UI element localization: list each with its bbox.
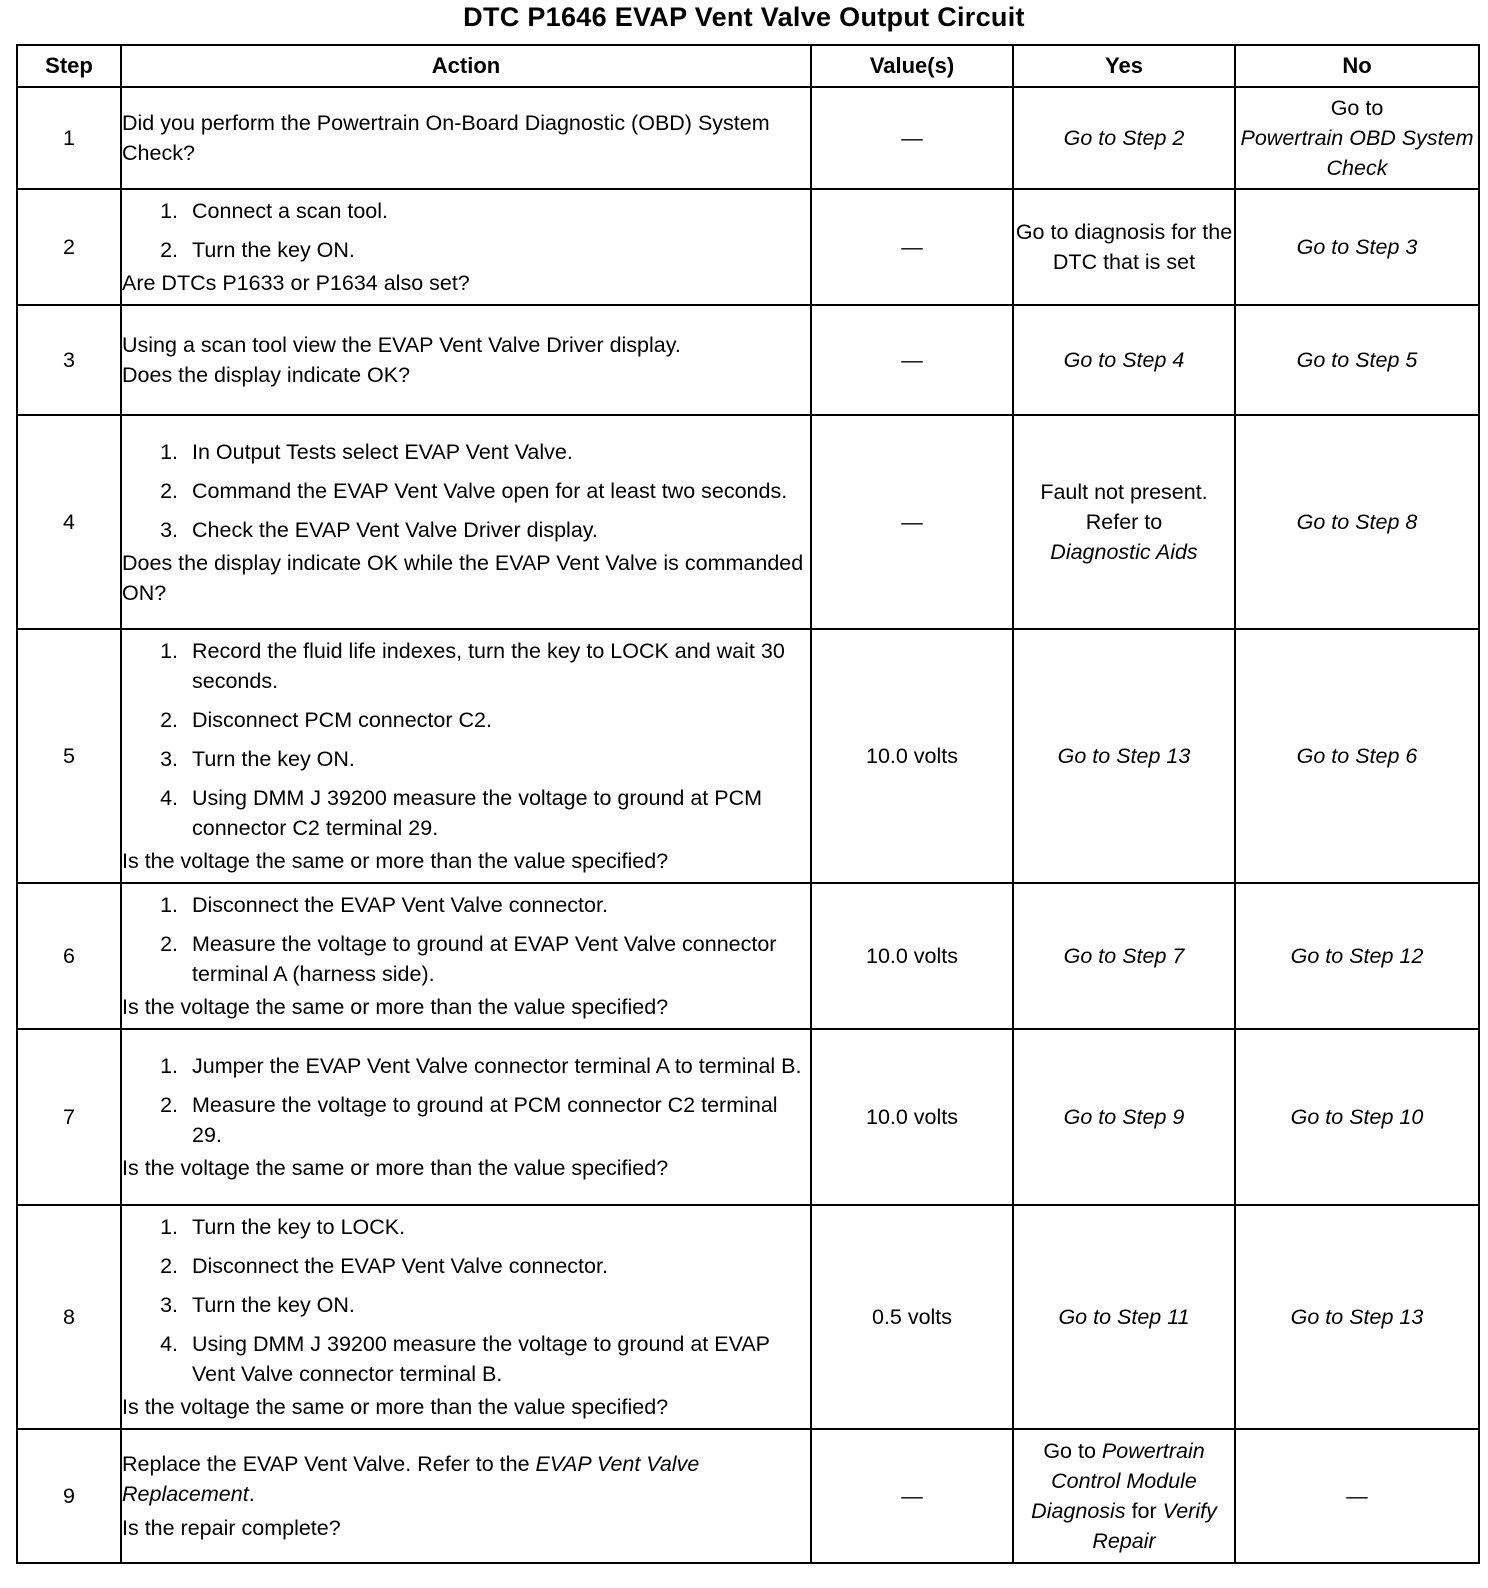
step-number: 8 — [17, 1205, 121, 1429]
yes-cell — [1013, 629, 1235, 883]
step-number: 1 — [17, 87, 121, 189]
no-link[interactable]: Go to Step 8 — [1296, 510, 1418, 534]
yes-link[interactable]: Go to Step 9 — [1063, 1105, 1185, 1129]
step-number: 5 — [17, 629, 121, 883]
action-question: Is the voltage the same or more than the value specified? — [122, 849, 669, 873]
no-cell — [1235, 305, 1479, 415]
step-number: 2 — [17, 189, 121, 305]
yes-text: Go to diagnosis for the DTC that is set — [1015, 220, 1233, 274]
action-text: Did you perform the Powertrain On-Board Diagnostic (OBD) System Check? — [122, 111, 770, 165]
value-cell: 10.0 volts — [811, 629, 1013, 883]
yes-cell — [1013, 1029, 1235, 1205]
no-cell — [1235, 189, 1479, 305]
value-cell: 0.5 volts — [811, 1205, 1013, 1429]
no-text: Go to — [1330, 96, 1384, 120]
page-title: DTC P1646 EVAP Vent Valve Output Circuit — [463, 2, 1025, 32]
no-cell — [1235, 1429, 1479, 1563]
action-item: 1. Disconnect the EVAP Vent Valve connector. — [184, 890, 810, 920]
value-cell: 10.0 volts — [811, 883, 1013, 1029]
no-cell — [1235, 1205, 1479, 1429]
action-item: 3. Check the EVAP Vent Valve Driver display. — [184, 515, 810, 545]
action-item: 1. In Output Tests select EVAP Vent Valve. — [184, 437, 810, 467]
header-yes: Yes — [1013, 45, 1235, 87]
yes-link[interactable]: Powertrain Control Module Diagnosis — [1031, 1439, 1205, 1523]
yes-text: Go to — [1043, 1439, 1096, 1463]
action-question: Does the display indicate OK? — [122, 363, 411, 387]
action-item: 2. Command the EVAP Vent Valve open for at least two seconds. — [184, 476, 810, 506]
action-cell — [121, 87, 811, 189]
table-row — [17, 87, 1479, 189]
step-number: 9 — [17, 1429, 121, 1563]
action-item: 1. Connect a scan tool. — [184, 196, 810, 226]
value-cell: — — [811, 87, 1013, 189]
value-cell: — — [811, 189, 1013, 305]
no-cell — [1235, 415, 1479, 629]
action-cell — [121, 305, 811, 415]
step-number: 4 — [17, 415, 121, 629]
no-cell — [1235, 1029, 1479, 1205]
yes-link[interactable]: Diagnostic Aids — [1050, 540, 1198, 564]
no-link[interactable]: Go to Step 3 — [1296, 235, 1418, 259]
action-question: Are DTCs P1633 or P1634 also set? — [122, 271, 470, 295]
action-item: 1. Record the fluid life indexes, turn the key to LOCK and wait 30 seconds. — [184, 636, 810, 696]
action-question: Does the display indicate OK while the EVAP Vent Valve is commanded ON? — [122, 550, 804, 605]
action-cell — [121, 1029, 811, 1205]
action-text-plain: Replace the EVAP Vent Valve. Refer to the — [122, 1452, 530, 1476]
yes-link[interactable]: Go to Step 2 — [1063, 126, 1185, 150]
no-link[interactable]: Go to Step 12 — [1290, 944, 1424, 968]
action-item: 2. Disconnect PCM connector C2. — [184, 705, 810, 735]
yes-cell — [1013, 189, 1235, 305]
table-row — [17, 1429, 1479, 1563]
no-link[interactable]: Go to Step 6 — [1296, 744, 1418, 768]
replacement-link[interactable]: EVAP Vent Valve Replacement — [122, 1452, 700, 1506]
value-cell: 10.0 volts — [811, 1029, 1013, 1205]
yes-cell — [1013, 305, 1235, 415]
table-row — [17, 1029, 1479, 1205]
yes-link[interactable]: Go to Step 7 — [1063, 944, 1185, 968]
action-item: 2. Measure the voltage to ground at EVAP Vent Valve connector terminal A (harness side). — [184, 929, 810, 989]
yes-link[interactable]: Go to Step 11 — [1058, 1305, 1190, 1329]
table-row — [17, 629, 1479, 883]
table-row — [17, 305, 1479, 415]
yes-cell — [1013, 883, 1235, 1029]
no-link[interactable]: Powertrain OBD System Check — [1240, 126, 1474, 180]
action-item: 3. Turn the key ON. — [184, 744, 810, 774]
header-values: Value(s) — [811, 45, 1013, 87]
yes-cell — [1013, 87, 1235, 189]
action-cell — [121, 189, 811, 305]
no-cell — [1235, 883, 1479, 1029]
action-cell — [121, 1429, 811, 1563]
action-item: 2. Turn the key ON. — [184, 235, 810, 265]
action-text: Replace the EVAP Vent Valve. Refer to the EVAP Vent Valve Replacement. — [122, 1452, 700, 1506]
table-row — [17, 883, 1479, 1029]
value-cell: — — [811, 1429, 1013, 1563]
action-item: 4. Using DMM J 39200 measure the voltage to ground at EVAP Vent Valve connector terminal B. — [184, 1329, 810, 1389]
no-cell — [1235, 629, 1479, 883]
table-row — [17, 415, 1479, 629]
header-row — [17, 45, 1479, 87]
action-text: Using a scan tool view the EVAP Vent Valve Driver display. — [122, 333, 681, 357]
action-question: Is the voltage the same or more than the value specified? — [122, 1156, 669, 1180]
yes-text: Fault not present. Refer to — [1040, 480, 1208, 534]
yes-text-mid: for — [1131, 1499, 1157, 1523]
yes-cell — [1013, 415, 1235, 629]
yes-link[interactable]: Go to Step 4 — [1063, 348, 1185, 372]
no-text: — — [1346, 1484, 1368, 1508]
action-cell — [121, 1205, 811, 1429]
table-row — [17, 189, 1479, 305]
step-number: 3 — [17, 305, 121, 415]
value-cell: — — [811, 305, 1013, 415]
diagnostic-table — [16, 44, 1480, 1564]
action-item: 1. Turn the key to LOCK. — [184, 1212, 810, 1242]
action-cell — [121, 883, 811, 1029]
no-link[interactable]: Go to Step 10 — [1290, 1105, 1424, 1129]
action-question: Is the voltage the same or more than the value specified? — [122, 995, 669, 1019]
action-item: 1. Jumper the EVAP Vent Valve connector terminal A to terminal B. — [184, 1051, 810, 1081]
no-link[interactable]: Go to Step 13 — [1290, 1305, 1424, 1329]
header-action: Action — [121, 45, 811, 87]
action-cell — [121, 629, 811, 883]
header-step: Step — [17, 45, 121, 87]
yes-link[interactable]: Go to Step 13 — [1057, 744, 1191, 768]
action-cell — [121, 415, 811, 629]
value-cell: — — [811, 415, 1013, 629]
step-number: 7 — [17, 1029, 121, 1205]
table-row — [17, 1205, 1479, 1429]
yes-cell — [1013, 1429, 1235, 1563]
action-item: 3. Turn the key ON. — [184, 1290, 810, 1320]
yes-cell — [1013, 1205, 1235, 1429]
action-question: Is the voltage the same or more than the value specified? — [122, 1395, 669, 1419]
header-no: No — [1235, 45, 1479, 87]
action-item: 2. Disconnect the EVAP Vent Valve connector. — [184, 1251, 810, 1281]
step-number: 6 — [17, 883, 121, 1029]
action-question: Is the repair complete? — [122, 1516, 341, 1540]
action-item: 2. Measure the voltage to ground at PCM connector C2 terminal 29. — [184, 1090, 810, 1150]
no-link[interactable]: Go to Step 5 — [1296, 348, 1418, 372]
no-cell — [1235, 87, 1479, 189]
yes-link-verify[interactable]: Verify Repair — [1092, 1499, 1217, 1553]
action-item: 4. Using DMM J 39200 measure the voltage to ground at PCM connector C2 terminal 29. — [184, 783, 810, 843]
